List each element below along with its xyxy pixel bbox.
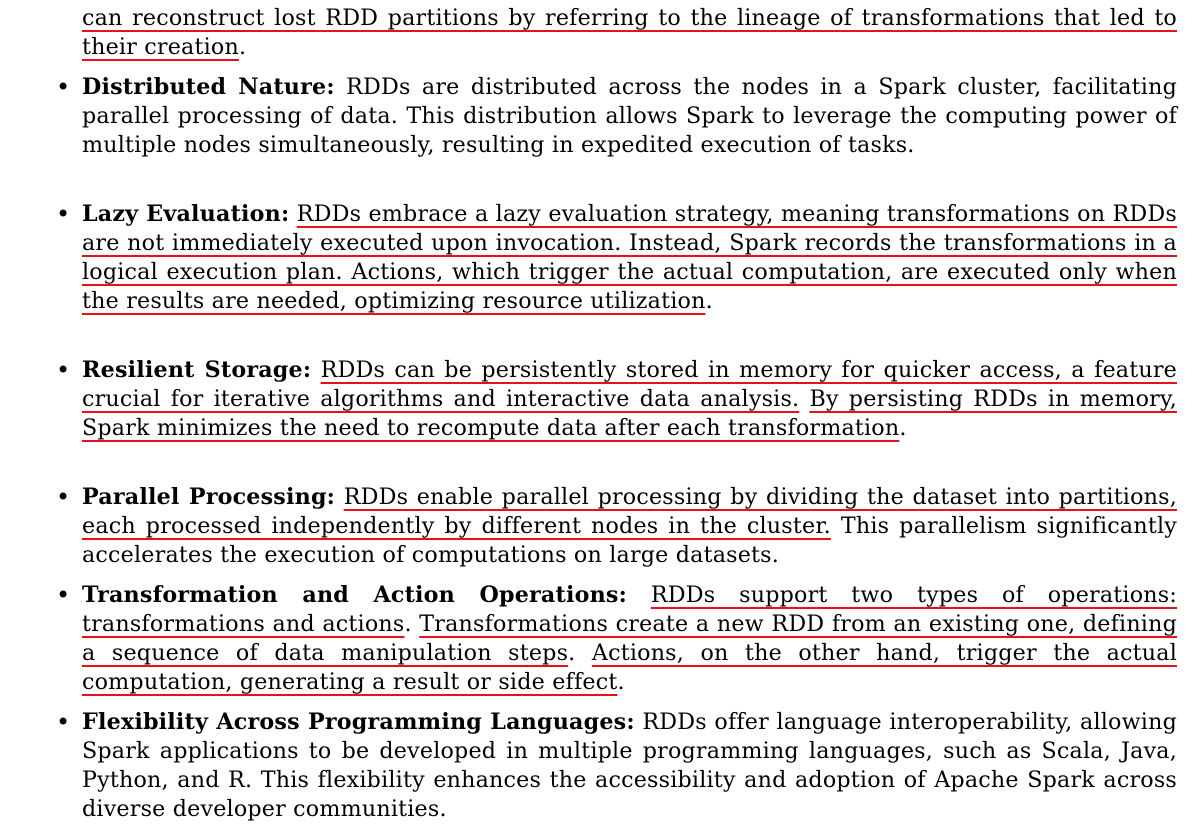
highlighted-text: can reconstruct lost RDD partitions by referring to the lineage of transformations that led to their creation	[82, 5, 1177, 60]
item-term: Distributed Nature:	[82, 74, 335, 100]
continuation-paragraph	[82, 4, 1177, 62]
list-item-distributed-nature	[82, 73, 1177, 160]
highlighted-text: By persisting RDDs in memory, Spark minimizes the need to recompute data after each transformation	[82, 386, 1177, 441]
period: .	[238, 34, 247, 60]
highlighted-text: Actions, on the other hand, trigger the actual computation, generating a result or side effect	[82, 640, 1177, 695]
highlighted-text: RDDs enable parallel processing by dividing the dataset into partitions, each processed independently by different nodes in the cluster.	[82, 484, 1177, 539]
item-term: Flexibility Across Programming Languages:	[82, 709, 635, 735]
list-item-resilient-storage	[82, 356, 1177, 443]
item-text: RDDs are distributed across the nodes in a Spark cluster, facilitating parallel processing of data. This distribution allows Spark to leverage the computing power of multiple nodes simultaneously, resulting in expedited execution of tasks.	[82, 74, 1177, 158]
item-term: Lazy Evaluation:	[82, 201, 290, 227]
period: .	[617, 669, 625, 695]
period: .	[568, 640, 576, 666]
period: .	[404, 611, 412, 637]
item-text: RDDs offer language interoperability, allowing Spark applications to be developed in multiple programming languages, such as Scala, Java, Python, and R. This flexibility enhances the accessibility and adoption of Apache Spark across diverse developer communities.	[82, 709, 1177, 822]
period: .	[705, 288, 713, 314]
period: .	[899, 415, 907, 441]
item-term: Resilient Storage:	[82, 357, 312, 383]
list-item-parallel-processing	[82, 483, 1177, 570]
item-term: Transformation and Action Operations:	[82, 582, 628, 608]
item-text: This parallelism significantly accelerates the execution of computations on large datasets.	[82, 513, 1177, 568]
item-term: Parallel Processing:	[82, 484, 336, 510]
list-item-lazy-evaluation	[82, 200, 1177, 316]
highlighted-text: RDDs can be persistently stored in memory for quicker access, a feature crucial for iterative algorithms and interactive data analysis.	[82, 357, 1177, 412]
highlighted-text: Transformations create a new RDD from an existing one, defining a sequence of data manipulation steps	[82, 611, 1178, 666]
highlighted-text: RDDs embrace a lazy evaluation strategy, meaning transformations on RDDs are not immediately executed upon invocation. Instead, Spark records the transformations in a logical execution plan. Actions, which trigger the actual computation, are executed only when the results are needed, optimizing resource utilization	[82, 201, 1177, 314]
highlighted-text: RDDs support two types of operations: transformations and actions	[82, 582, 1177, 637]
list-item-transformation-action-operations	[82, 581, 1177, 697]
list-item-flexibility-languages	[82, 708, 1177, 824]
